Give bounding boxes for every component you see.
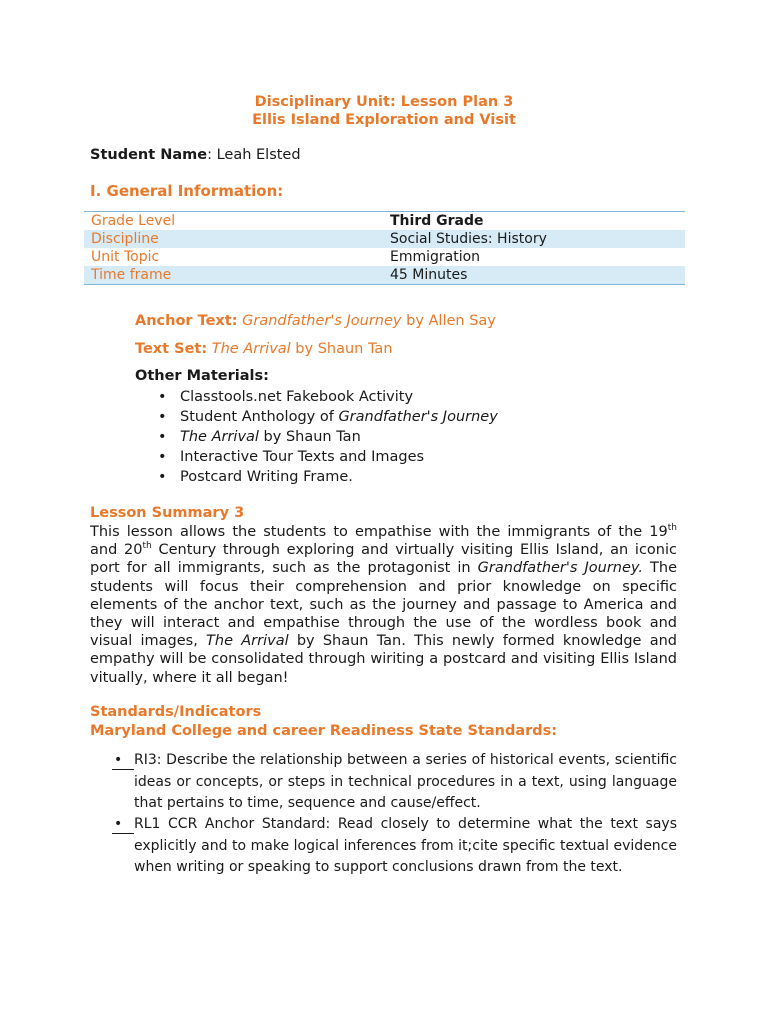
document-title <box>0 93 768 129</box>
standard-item <box>112 750 677 815</box>
bullet-icon: • <box>158 429 167 445</box>
row-value: Third Grade <box>390 213 484 229</box>
bullet-icon: • <box>158 449 167 465</box>
row-value: 45 Minutes <box>383 266 685 285</box>
general-info-table <box>84 211 685 285</box>
row-key: Unit Topic <box>91 249 160 265</box>
anchor-author: by Allen Say <box>401 313 496 329</box>
row-value: Social Studies: History <box>383 230 685 248</box>
anchor-title: Grandfather's Journey <box>242 313 402 329</box>
bullet-marker <box>112 750 134 770</box>
standards-heading: Standards/Indicators <box>90 704 262 720</box>
table-row <box>84 212 685 231</box>
lesson-summary-heading: Lesson Summary 3 <box>90 505 245 521</box>
student-name-value: : Leah Elsted <box>207 147 301 163</box>
textset-label: Text Set: <box>135 341 208 357</box>
bullet-icon: • <box>114 816 123 832</box>
list-item: • Postcard Writing Frame. <box>158 469 353 485</box>
text-set <box>135 341 393 357</box>
standard-item <box>112 814 677 879</box>
anchor-label: Anchor Text: <box>135 313 238 329</box>
bullet-icon: • <box>158 389 167 405</box>
title-line-2: Ellis Island Exploration and Visit <box>252 112 516 128</box>
standards-subheading: Maryland College and career Readiness State Standards: <box>90 723 558 739</box>
table-row <box>84 266 685 285</box>
lesson-summary-text: This lesson allows the students to empathise with the immigrants of the 19th and 20th Century through exploring and virtually visiting Ellis Island, an iconic port for all immigrants, such as the protagonist in Grandfather's Journey. The students will focus their comprehension and prior knowledge on specific elements of the anchor text, such as the journey and passage to America and they will interact and empathise through the use of the wordless book and visual images, The Arrival by Shaun Tan. This newly formed knowledge and empathy will be consolidated through wiriting a postcard and visiting Ellis Island vitually, where it all began! <box>90 523 677 686</box>
student-name <box>90 147 301 163</box>
other-materials-label: Other Materials: <box>135 368 269 384</box>
list-item: • The Arrival by Shaun Tan <box>158 429 361 445</box>
general-info-heading: I. General Information: <box>90 182 284 200</box>
table-row <box>84 248 685 266</box>
list-item: • Interactive Tour Texts and Images <box>158 449 425 465</box>
bullet-icon: • <box>158 469 167 485</box>
table-row <box>84 230 685 248</box>
row-key: Discipline <box>84 230 383 248</box>
row-value: Emmigration <box>390 249 481 265</box>
list-item: • Classtools.net Fakebook Activity <box>158 389 414 405</box>
title-line-1: Disciplinary Unit: Lesson Plan 3 <box>254 94 514 110</box>
row-key: Grade Level <box>91 213 176 229</box>
bullet-icon: • <box>158 409 167 425</box>
student-name-label: Student Name <box>90 147 208 163</box>
bullet-icon: • <box>114 752 123 768</box>
textset-title: The Arrival <box>211 341 291 357</box>
standard-text: RL1 CCR Anchor Standard: Read closely to determine what the text says explicitly and to make logical inferences from it;cite specific textual evidence when writing or speaking to support conclusions drawn from the text. <box>134 816 677 875</box>
bullet-marker <box>112 814 134 834</box>
list-item: • Student Anthology of Grandfather's Journey <box>158 409 498 425</box>
row-key: Time frame <box>84 266 383 285</box>
standard-text: RI3: Describe the relationship between a series of historical events, scientific ideas or concepts, or steps in technical procedures in a text, using language that pertains to time, sequence and cause/effect. <box>134 752 677 811</box>
materials-list <box>135 387 498 487</box>
textset-author: by Shaun Tan <box>290 341 393 357</box>
anchor-text <box>135 313 496 329</box>
